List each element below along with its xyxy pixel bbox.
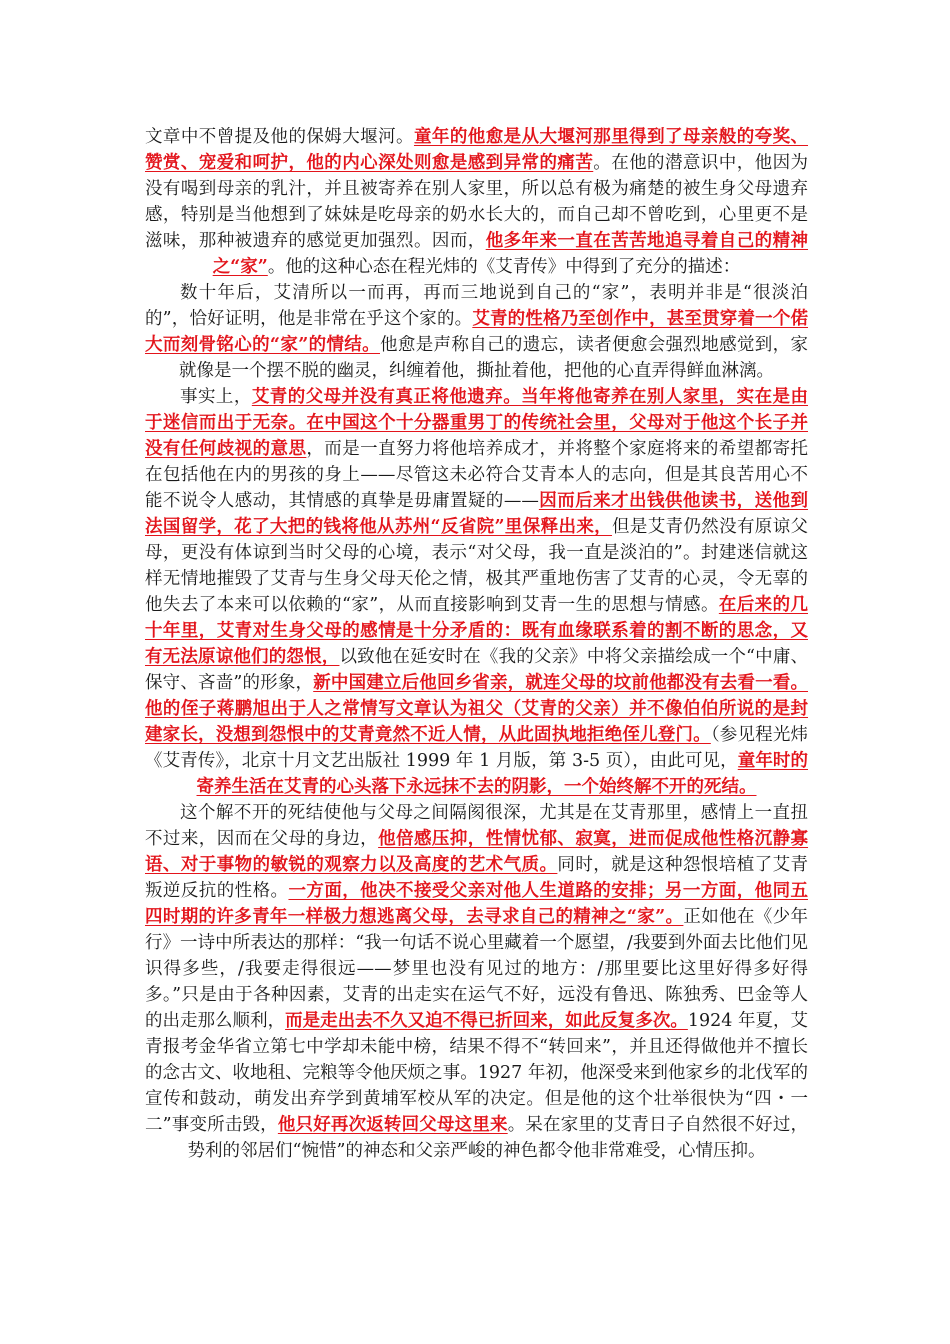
highlighted-text: 在后来的几十年里，艾青对生身父母的感情是十分矛盾的：既有血缘联系着的割不断的思念，又有无法原谅他们的怨恨，: [145, 595, 808, 667]
paragraph-3: [145, 384, 808, 800]
document-page: [145, 124, 808, 1164]
highlighted-text: 艾青的性格乃至创作中，甚至贯穿着一个偌大而刻骨铭心的“家”的情结。: [145, 309, 808, 355]
text-run: 。在他的潜意识中，他因为没有喝到母亲的乳汁，并且被寄养在别人家里，所以总有极为痛楚的被生身父母遗弃感，特别是当他想到了妹妹是吃母亲的奶水长大的，而自己却不曾吃到，心里更不是滋味，那种被遗弃的感觉更加强烈。因而，: [145, 153, 809, 251]
text-run: 但是艾青仍然没有原谅父母，更没有体谅到当时父母的心境，表示“对父母，我一直是淡泊的”。封建迷信就这样无情地摧毁了艾青与生身父母天伦之情，极其严重地伤害了艾青的心灵，令无辜的他失去了本来可以依赖的“家”，从而直接影响到艾青一生的思想与情感。: [145, 517, 808, 615]
text-run: 1924 年夏，艾青报考金华省立第七中学却未能中榜，结果不得不“转回来”，并且还得做他并不擅长的念古文、收地租、完粮等令他厌烦之事。1927 年初，他深受来到他家乡的北伐军的宣传和鼓动，萌发出弃学到黄埔军校从军的决定。但是他的这个壮举很快为“四・一二”事变所击毁，: [145, 1011, 809, 1135]
text-run: 。呆在家里的艾青日子自然很不好过，势利的邻居们“惋惜”的神态和父亲严峻的神色都令他非常难受，心情压抑。: [187, 1115, 809, 1161]
text-run: 他愈是声称自己的遗忘，读者便愈会强烈地感觉到，家就像是一个摆不脱的幽灵，纠缠着他，撕扯着他，把他的心直弄得鲜血淋漓。: [179, 335, 808, 381]
text-run: 。他的这种心态在程光炜的《艾青传》中得到了充分的描述：: [267, 257, 741, 277]
paragraph-4: [145, 800, 808, 1164]
text-run: 以致他在延安时在《我的父亲》中将父亲描绘成一个“中庸、保守、吝啬”的形象，: [145, 647, 808, 693]
highlighted-text: 一方面，他决不接受父亲对他人生道路的安排；另一方面，他同五四时期的许多青年一样极力想逃离父母，去寻求自己的精神之“家”。: [145, 881, 809, 927]
highlighted-text: 童年的他愈是从大堰河那里得到了母亲般的夸奖、赞赏、宠爱和呵护，他的内心深处则愈是感到异常的痛苦: [145, 127, 809, 173]
highlighted-text: 而是走出去不久又迫不得已折回来，如此反复多次。: [285, 1011, 688, 1031]
highlighted-text: 因而后来才出钱供他读书，送他到法国留学，花了大把的钱将他从苏州“反省院”里保释出来，: [145, 491, 809, 537]
highlighted-text: 童年时的寄养生活在艾青的心头落下永远抹不去的阴影，一个始终解不开的死结。: [196, 751, 808, 797]
text-run: 正如他在《少年行》一诗中所表达的那样：“我一句话不说心里藏着一个愿望，/我要到外面去比他们见识得多些，/我要走得很远——梦里也没有见过的地方：/那里要比这里好得多好得多。”只是由于各种因素，艾青的出走实在运气不好，远没有鲁迅、陈独秀、巴金等人的出走那么顺利，: [145, 907, 808, 1031]
text-run: （参见程光炜《艾青传》，北京十月文艺出版社 1999 年 1 月版，第 3-5 页），由此可见，: [145, 725, 809, 771]
highlighted-text: 艾青的父母并没有真正将他遗弃。当年将他寄养在别人家里，实在是由于迷信而出于无奈。在中国这个十分器重男丁的传统社会里，父母对于他这个长子并没有任何歧视的意思: [145, 387, 809, 459]
text-run: ，而是一直努力将他培养成才，并将整个家庭将来的希望都寄托在包括他在内的男孩的身上——尽管这未必符合艾青本人的志向，但是其良苦用心不能不说令人感动，其情感的真挚是毋庸置疑的——: [145, 439, 808, 511]
highlighted-text: 他多年来一直在苦苦地追寻着自己的精神之“家”: [212, 231, 809, 277]
highlighted-text: 新中国建立后他回乡省亲，就连父母的坟前他都没有去看一看。他的侄子蒋鹏旭出于人之常情写文章认为祖父（艾青的父亲）并不像伯伯所说的是封建家长，没想到怨恨中的艾青竟然不近人情，从此固执地拒绝侄儿登门。: [145, 673, 808, 745]
highlighted-text: 他只好再次返转回父母这里来: [277, 1115, 508, 1135]
text-run: 这个解不开的死结使他与父母之间隔阂很深，尤其是在艾青那里，感情上一直扭不过来，因而在父母的身边，: [145, 803, 808, 849]
text-run: 数十年后，艾清所以一而再，再而三地说到自己的“家”，表明并非是“很淡泊的”，恰好证明，他是非常在乎这个家的。: [145, 283, 808, 329]
paragraph-2: [145, 280, 808, 384]
text-run: 文章中不曾提及他的保姆大堰河。: [145, 127, 414, 147]
paragraph-1: [145, 124, 808, 280]
text-run: 事实上，: [180, 387, 252, 407]
text-run: 同时，就是这种怨恨培植了艾青叛逆反抗的性格。: [145, 855, 809, 901]
highlighted-text: 他倍感压抑，性情忧郁、寂寞，进而促成他性格沉静寡语、对于事物的敏锐的观察力以及高度的艺术气质。: [145, 829, 809, 875]
